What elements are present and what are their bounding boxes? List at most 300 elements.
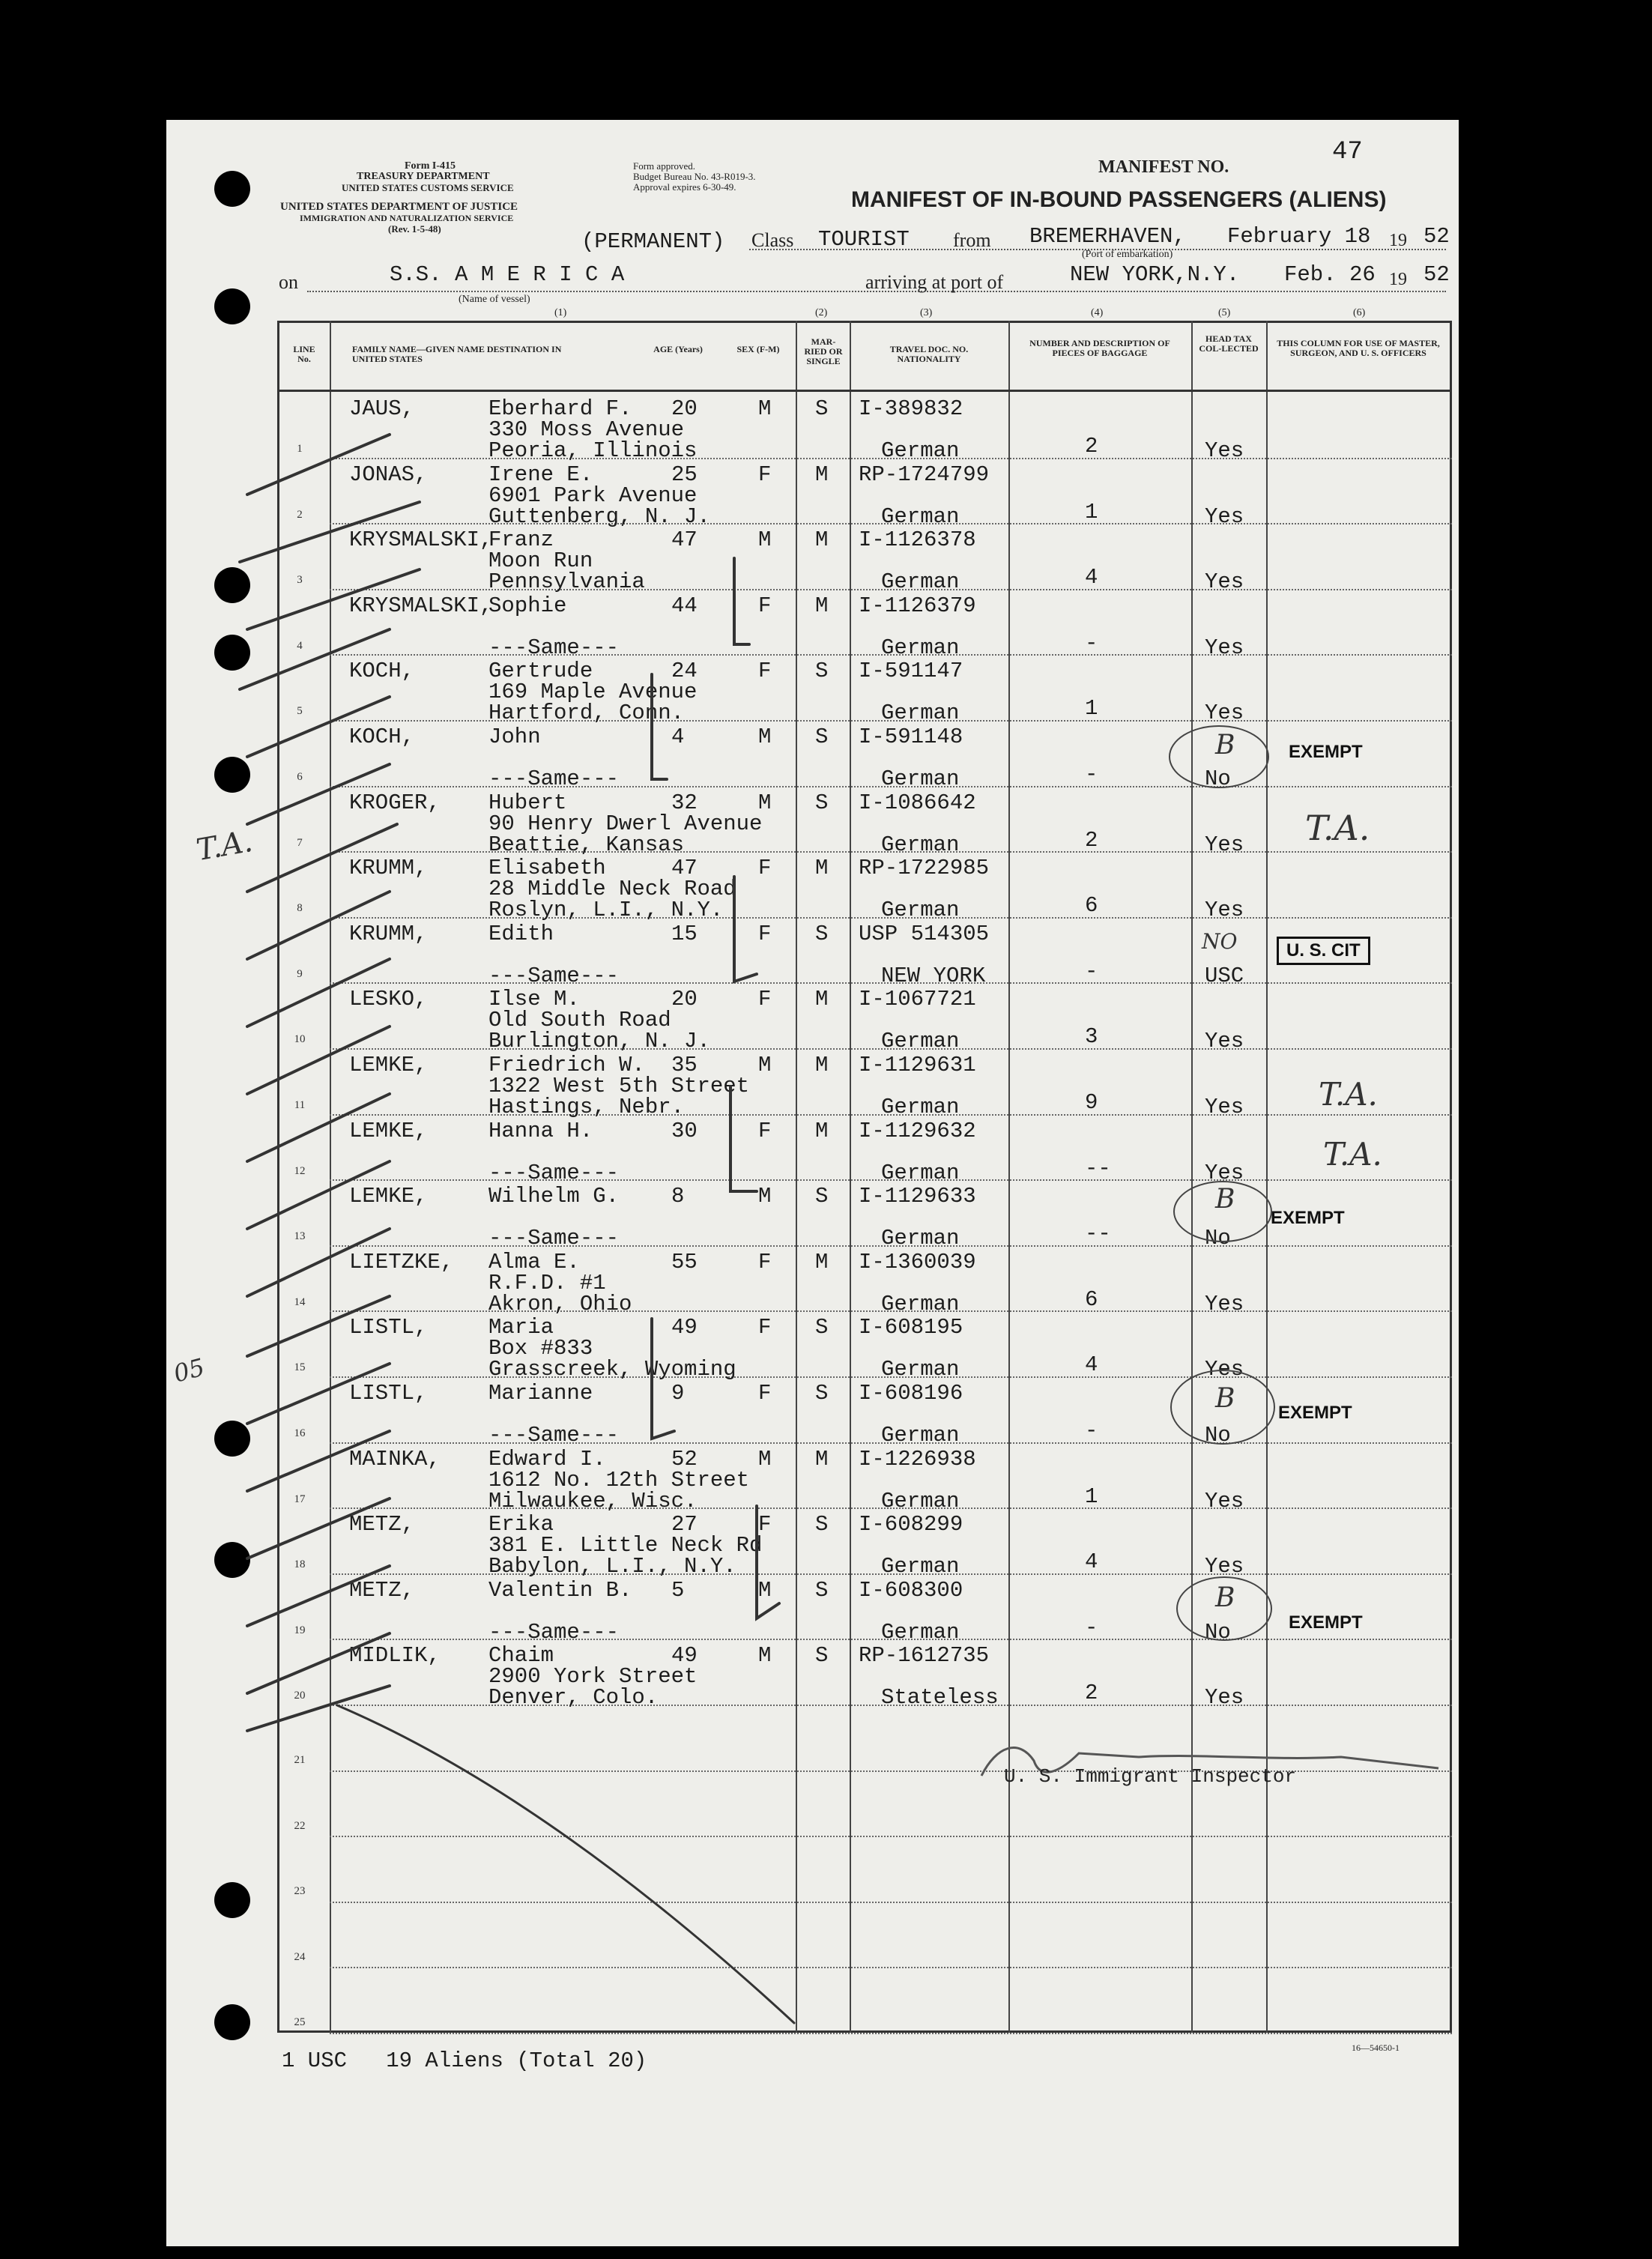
cell-line-number: 17 — [294, 1493, 306, 1505]
cell-destination-city: Hastings, Nebr. — [488, 1095, 685, 1119]
cell-given-name: Valentin B. — [488, 1577, 632, 1603]
cell-line-number: 20 — [294, 1690, 306, 1702]
cell-baggage-count: 1 — [1085, 1484, 1098, 1509]
col-header-travel: TRAVEL DOC. NO. NATIONALITY — [889, 344, 969, 364]
col-number-6: (6) — [1353, 307, 1366, 318]
cell-age: 5 — [671, 1577, 685, 1603]
cell-nationality: German — [881, 898, 960, 923]
cell-nationality: German — [881, 766, 960, 791]
cell-sex: M — [758, 1053, 772, 1077]
cell-given-name: Alma E. — [488, 1249, 580, 1274]
arrival-date: Feb. 26 — [1284, 262, 1376, 287]
cell-travel-doc-number: I-1126379 — [859, 593, 976, 618]
arrival-port: NEW YORK,N.Y. — [1070, 262, 1240, 287]
cell-destination-city: ---Same--- — [488, 766, 620, 791]
cell-destination-city: Peoria, Illinois — [488, 438, 698, 463]
cell-family-name: KRYSMALSKI, — [349, 527, 493, 553]
cell-age: 4 — [671, 725, 685, 749]
cell-travel-doc-number: I-608299 — [859, 1512, 963, 1537]
cell-age: 25 — [671, 462, 698, 487]
form-number: Form I-415 — [405, 160, 456, 172]
form-revision: (Rev. 1-5-48) — [388, 223, 441, 235]
cell-destination-city: Burlington, N. J. — [488, 1029, 710, 1054]
cell-family-name: JONAS, — [349, 462, 428, 487]
cell-family-name: KRYSMALSKI, — [349, 593, 493, 618]
cell-given-name: Franz — [488, 527, 554, 553]
handwritten-ta: T.A. — [1305, 808, 1370, 848]
cell-age: 49 — [671, 1643, 698, 1669]
cell-age: 8 — [671, 1184, 685, 1209]
customs-service: UNITED STATES CUSTOMS SERVICE — [342, 182, 514, 193]
cell-head-tax: Yes — [1205, 569, 1244, 595]
cell-head-tax: Yes — [1205, 1488, 1244, 1513]
cell-baggage-count: - — [1085, 762, 1098, 787]
approval-expires: Approval expires 6-30-49. — [633, 181, 736, 193]
cell-destination-street: 169 Maple Avenue — [488, 680, 698, 705]
cell-age: 32 — [671, 790, 698, 815]
cell-given-name: Gertrude — [488, 659, 593, 684]
cell-travel-doc-number: RP-1722985 — [859, 856, 990, 881]
cell-given-name: Edith — [488, 921, 554, 946]
handwritten-ta: T.A. — [1319, 1076, 1378, 1113]
embark-date: February 18 — [1227, 224, 1371, 249]
cell-family-name: LESKO, — [349, 987, 428, 1012]
cell-destination-city: Roslyn, L.I., N.Y. — [488, 898, 724, 923]
handwritten-b: B — [1215, 1184, 1235, 1215]
cell-marital-status: S — [815, 1512, 829, 1537]
col-number-5: (5) — [1218, 307, 1231, 318]
handwritten-no: NO — [1202, 929, 1238, 954]
cell-marital-status: M — [815, 593, 829, 618]
justice-dept: UNITED STATES DEPARTMENT OF JUSTICE — [280, 201, 518, 213]
col-header-tax: HEAD TAX COL-LECTED — [1199, 333, 1259, 354]
cell-travel-doc-number: USP 514305 — [859, 921, 990, 946]
cell-destination-city: ---Same--- — [488, 1226, 620, 1251]
permanent-label: (PERMANENT) — [581, 229, 725, 254]
cell-marital-status: S — [815, 790, 829, 815]
cell-age: 24 — [671, 659, 698, 684]
cell-head-tax: Yes — [1205, 898, 1244, 923]
cell-sex: F — [758, 593, 772, 618]
manifest-no-value: 47 — [1332, 138, 1363, 166]
cell-sex: F — [758, 659, 772, 684]
cell-head-tax: Yes — [1205, 1095, 1244, 1119]
col-number-1: (1) — [554, 307, 567, 318]
cell-destination-street: Moon Run — [488, 548, 593, 574]
cell-destination-street: 6901 Park Avenue — [488, 483, 698, 508]
class-value: TOURIST — [818, 227, 910, 252]
cell-family-name: LEMKE, — [349, 1053, 428, 1077]
cell-head-tax: USC — [1205, 963, 1244, 988]
cell-line-number: 2 — [297, 508, 303, 521]
cell-age: 20 — [671, 396, 698, 421]
cell-baggage-count: - — [1085, 958, 1098, 984]
cell-nationality: German — [881, 1423, 960, 1448]
cell-baggage-count: 4 — [1085, 1352, 1098, 1378]
cell-marital-status: S — [815, 1184, 829, 1209]
cell-destination-street: 1612 No. 12th Street — [488, 1467, 750, 1493]
cell-family-name: JAUS, — [349, 396, 415, 421]
cell-sex: M — [758, 527, 772, 553]
cell-marital-status: S — [815, 1577, 829, 1603]
cell-destination-city: Akron, Ohio — [488, 1291, 632, 1316]
cell-sex: F — [758, 1315, 772, 1340]
empty-line-number: 22 — [294, 1819, 306, 1832]
cell-line-number: 12 — [294, 1164, 306, 1177]
cell-destination-street: 28 Middle Neck Road — [488, 877, 736, 902]
cell-age: 30 — [671, 1118, 698, 1143]
cell-family-name: METZ, — [349, 1577, 415, 1603]
cell-given-name: Erika — [488, 1512, 554, 1537]
print-code: 16—54650-1 — [1352, 2042, 1400, 2053]
footer-summary: 1 USC 19 Aliens (Total 20) — [282, 2048, 647, 2073]
treasury-dept: TREASURY DEPARTMENT — [357, 171, 490, 182]
cell-head-tax: Yes — [1205, 1160, 1244, 1185]
cell-given-name: Friedrich W. — [488, 1053, 645, 1077]
handwritten-05: 05 — [170, 1352, 208, 1388]
cell-baggage-count: 9 — [1085, 1090, 1098, 1115]
cell-age: 20 — [671, 987, 698, 1012]
cell-destination-city: Babylon, L.I., N.Y. — [488, 1554, 736, 1579]
cell-sex: M — [758, 725, 772, 749]
cell-age: 15 — [671, 921, 698, 946]
cell-travel-doc-number: I-608196 — [859, 1381, 963, 1406]
embark-year: 52 — [1423, 224, 1450, 249]
cell-line-number: 18 — [294, 1558, 306, 1571]
cell-destination-city: Guttenberg, N. J. — [488, 503, 710, 529]
cell-sex: M — [758, 396, 772, 421]
cell-age: 44 — [671, 593, 698, 618]
col-number-3: (3) — [920, 307, 933, 318]
cell-baggage-count: -- — [1085, 1155, 1111, 1181]
cell-nationality: German — [881, 1291, 960, 1316]
from-label: from — [953, 229, 991, 251]
cell-sex: F — [758, 1118, 772, 1143]
cell-travel-doc-number: I-1129633 — [859, 1184, 976, 1209]
cell-nationality: German — [881, 1226, 960, 1251]
cell-head-tax: Yes — [1205, 1554, 1244, 1579]
cell-head-tax: No — [1205, 1423, 1231, 1448]
cell-given-name: Chaim — [488, 1643, 554, 1669]
cell-marital-status: M — [815, 1249, 829, 1274]
cell-age: 9 — [671, 1381, 685, 1406]
cell-sex: F — [758, 856, 772, 881]
cell-destination-city: Milwaukee, Wisc. — [488, 1488, 698, 1513]
handwritten-b: B — [1215, 1383, 1235, 1414]
col-header-married: MAR-RIED OR SINGLE — [804, 336, 843, 366]
cell-travel-doc-number: I-1067721 — [859, 987, 976, 1012]
cell-family-name: LEMKE, — [349, 1118, 428, 1143]
handwritten-ta: T.A. — [1323, 1136, 1382, 1173]
cell-sex: F — [758, 987, 772, 1012]
cell-line-number: 9 — [297, 967, 303, 980]
cell-marital-status: M — [815, 987, 829, 1012]
cell-travel-doc-number: RP-1612735 — [859, 1643, 990, 1669]
cell-line-number: 15 — [294, 1361, 306, 1374]
col-header-baggage: NUMBER AND DESCRIPTION OF PIECES OF BAGGAGE — [1029, 338, 1170, 358]
cell-given-name: Hanna H. — [488, 1118, 593, 1143]
cell-destination-street: 1322 West 5th Street — [488, 1074, 750, 1098]
cell-travel-doc-number: RP-1724799 — [859, 462, 990, 487]
exempt-stamp: EXEMPT — [1271, 1208, 1345, 1228]
exempt-stamp: EXEMPT — [1278, 1403, 1352, 1423]
cell-line-number: 4 — [297, 639, 303, 652]
cell-marital-status: S — [815, 396, 829, 421]
cell-head-tax: Yes — [1205, 503, 1244, 529]
cell-marital-status: S — [815, 1643, 829, 1669]
cell-destination-city: ---Same--- — [488, 1423, 620, 1448]
cell-baggage-count: - — [1085, 1615, 1098, 1640]
cell-nationality: German — [881, 438, 960, 463]
col-header-line: LINE No. — [293, 344, 315, 364]
ins-service: IMMIGRATION AND NATURALIZATION SERVICE — [300, 213, 514, 223]
cell-marital-status: M — [815, 1446, 829, 1472]
cell-nationality: Stateless — [881, 1685, 999, 1711]
cell-age: 52 — [671, 1446, 698, 1472]
vessel-name: S.S. A M E R I C A — [390, 262, 625, 287]
cell-marital-status: M — [815, 856, 829, 881]
cell-given-name: John — [488, 725, 541, 749]
cell-baggage-count: 1 — [1085, 499, 1098, 524]
cell-given-name: Ilse M. — [488, 987, 580, 1012]
col-number-2: (2) — [815, 307, 828, 318]
cell-line-number: 1 — [297, 443, 303, 455]
cell-destination-city: Grasscreek, Wyoming — [488, 1357, 736, 1382]
cell-travel-doc-number: I-389832 — [859, 396, 963, 421]
cell-age: 27 — [671, 1512, 698, 1537]
cell-destination-street: R.F.D. #1 — [488, 1270, 606, 1295]
cell-travel-doc-number: I-608195 — [859, 1315, 963, 1340]
embark-port: BREMERHAVEN, — [1029, 224, 1186, 249]
cell-baggage-count: 6 — [1085, 1286, 1098, 1312]
cell-baggage-count: - — [1085, 630, 1098, 656]
embark-year-prefix: 19 — [1389, 231, 1407, 250]
cell-destination-city: Hartford, Conn. — [488, 701, 685, 726]
on-label: on — [279, 271, 298, 293]
cell-family-name: LEMKE, — [349, 1184, 428, 1209]
cell-marital-status: S — [815, 659, 829, 684]
cell-destination-city: ---Same--- — [488, 635, 620, 660]
handwritten-ta: T.A. — [193, 823, 255, 868]
cell-nationality: German — [881, 1029, 960, 1054]
cell-nationality: German — [881, 569, 960, 595]
cell-family-name: KOCH, — [349, 659, 415, 684]
inspector-caption: U. S. Immigrant Inspector — [1004, 1765, 1297, 1788]
arriving-label: arriving at port of — [865, 271, 1004, 293]
cell-nationality: German — [881, 1095, 960, 1119]
cell-head-tax: Yes — [1205, 635, 1244, 660]
cell-destination-street: 381 E. Little Neck Rd — [488, 1533, 763, 1558]
cell-travel-doc-number: I-608300 — [859, 1577, 963, 1603]
cell-line-number: 13 — [294, 1230, 306, 1243]
port-embark-caption: (Port of embarkation) — [1082, 249, 1173, 260]
manifest-no-label: MANIFEST NO. — [1098, 157, 1229, 177]
cell-nationality: German — [881, 1160, 960, 1185]
cell-sex: F — [758, 1512, 772, 1537]
cell-destination-city: Pennsylvania — [488, 569, 645, 595]
cell-marital-status: M — [815, 462, 829, 487]
cell-sex: F — [758, 921, 772, 946]
cell-sex: M — [758, 790, 772, 815]
handwritten-b: B — [1215, 730, 1235, 760]
cell-line-number: 19 — [294, 1624, 306, 1636]
cell-line-number: 5 — [297, 705, 303, 718]
cell-travel-doc-number: I-1360039 — [859, 1249, 976, 1274]
cell-travel-doc-number: I-1129631 — [859, 1053, 976, 1077]
cell-baggage-count: - — [1085, 1418, 1098, 1443]
cell-given-name: Elisabeth — [488, 856, 606, 881]
col-header-sex: SEX (F-M) — [736, 344, 780, 354]
cell-destination-street: Box #833 — [488, 1336, 593, 1361]
cell-age: 47 — [671, 856, 698, 881]
cell-destination-city: ---Same--- — [488, 1619, 620, 1645]
cell-given-name: Sophie — [488, 593, 567, 618]
cell-head-tax: No — [1205, 1619, 1231, 1645]
cell-family-name: LISTL, — [349, 1381, 428, 1406]
form-approved: Form approved. — [633, 160, 696, 172]
manifest-title: MANIFEST OF IN-BOUND PASSENGERS (ALIENS) — [851, 187, 1387, 212]
cell-baggage-count: 2 — [1085, 827, 1098, 853]
cell-head-tax: Yes — [1205, 438, 1244, 463]
cell-baggage-count: 4 — [1085, 565, 1098, 590]
cell-given-name: Eberhard F. — [488, 396, 632, 421]
cell-destination-street: 2900 York Street — [488, 1664, 698, 1690]
cell-baggage-count: -- — [1085, 1221, 1111, 1247]
cell-baggage-count: 1 — [1085, 696, 1098, 722]
cell-baggage-count: 2 — [1085, 434, 1098, 459]
cell-nationality: German — [881, 503, 960, 529]
cell-given-name: Maria — [488, 1315, 554, 1340]
cell-baggage-count: 6 — [1085, 893, 1098, 919]
cell-destination-city: Denver, Colo. — [488, 1685, 659, 1711]
cell-family-name: KROGER, — [349, 790, 441, 815]
cell-sex: M — [758, 1577, 772, 1603]
cell-marital-status: M — [815, 527, 829, 553]
empty-line-number: 24 — [294, 1950, 306, 1963]
cell-family-name: MAINKA, — [349, 1446, 441, 1472]
cell-head-tax: Yes — [1205, 832, 1244, 857]
cell-given-name: Wilhelm G. — [488, 1184, 620, 1209]
handwritten-b: B — [1215, 1582, 1235, 1613]
cell-nationality: German — [881, 1619, 960, 1645]
cell-line-number: 11 — [294, 1099, 306, 1111]
us-cit-stamp: U. S. CIT — [1277, 937, 1370, 965]
cell-marital-status: M — [815, 1118, 829, 1143]
cell-family-name: KRUMM, — [349, 856, 428, 881]
cell-sex: F — [758, 462, 772, 487]
cell-family-name: LISTL, — [349, 1315, 428, 1340]
cell-sex: F — [758, 1249, 772, 1274]
cell-head-tax: No — [1205, 766, 1231, 791]
cell-nationality: German — [881, 1488, 960, 1513]
cell-head-tax: Yes — [1205, 1029, 1244, 1054]
cell-head-tax: No — [1205, 1226, 1231, 1251]
cell-line-number: 7 — [297, 836, 303, 849]
cell-travel-doc-number: I-1126378 — [859, 527, 976, 553]
cell-marital-status: M — [815, 1053, 829, 1077]
cell-family-name: KRUMM, — [349, 921, 428, 946]
cell-destination-city: Beattie, Kansas — [488, 832, 685, 857]
cell-line-number: 6 — [297, 771, 303, 783]
cell-travel-doc-number: I-1086642 — [859, 790, 976, 815]
cell-age: 55 — [671, 1249, 698, 1274]
cell-given-name: Marianne — [488, 1381, 593, 1406]
cell-marital-status: S — [815, 1315, 829, 1340]
cell-nationality: German — [881, 635, 960, 660]
cell-baggage-count: 2 — [1085, 1681, 1098, 1706]
cell-head-tax: Yes — [1205, 1685, 1244, 1711]
cell-head-tax: Yes — [1205, 701, 1244, 726]
cell-line-number: 14 — [294, 1295, 306, 1308]
cell-line-number: 8 — [297, 902, 303, 915]
cell-family-name: METZ, — [349, 1512, 415, 1537]
cell-given-name: Edward I. — [488, 1446, 606, 1472]
cell-line-number: 3 — [297, 574, 303, 587]
col-header-name: FAMILY NAME—GIVEN NAME DESTINATION IN UNITED STATES — [352, 344, 562, 364]
cell-destination-street: 90 Henry Dwerl Avenue — [488, 811, 763, 836]
cell-given-name: Irene E. — [488, 462, 593, 487]
cell-head-tax: Yes — [1205, 1291, 1244, 1316]
cell-travel-doc-number: I-1129632 — [859, 1118, 976, 1143]
cell-sex: F — [758, 1381, 772, 1406]
arrival-year: 52 — [1423, 262, 1450, 287]
cell-family-name: KOCH, — [349, 725, 415, 749]
cell-family-name: MIDLIK, — [349, 1643, 441, 1669]
cell-nationality: German — [881, 832, 960, 857]
exempt-stamp: EXEMPT — [1289, 1612, 1363, 1633]
cell-line-number: 16 — [294, 1427, 306, 1439]
empty-line-number: 23 — [294, 1885, 306, 1898]
cell-nationality: German — [881, 1554, 960, 1579]
class-label: Class — [751, 229, 794, 251]
cell-baggage-count: 3 — [1085, 1024, 1098, 1050]
cell-destination-street: Old South Road — [488, 1008, 671, 1033]
cell-travel-doc-number: I-591148 — [859, 725, 963, 749]
col-number-4: (4) — [1091, 307, 1104, 318]
cell-line-number: 10 — [294, 1033, 306, 1046]
cell-travel-doc-number: I-591147 — [859, 659, 963, 684]
cell-baggage-count: 4 — [1085, 1549, 1098, 1575]
cell-sex: M — [758, 1446, 772, 1472]
cell-given-name: Hubert — [488, 790, 567, 815]
cell-age: 49 — [671, 1315, 698, 1340]
budget-bureau: Budget Bureau No. 43-R019-3. — [633, 171, 756, 182]
cell-destination-street: 330 Moss Avenue — [488, 417, 685, 442]
cell-nationality: NEW YORK — [881, 963, 986, 988]
empty-line-number: 21 — [294, 1754, 306, 1766]
cell-age: 47 — [671, 527, 698, 553]
cell-sex: M — [758, 1643, 772, 1669]
cell-destination-city: ---Same--- — [488, 963, 620, 988]
cell-family-name: LIETZKE, — [349, 1249, 454, 1274]
cell-nationality: German — [881, 701, 960, 726]
vessel-caption: (Name of vessel) — [459, 294, 530, 305]
col-header-age: AGE (Years) — [653, 344, 703, 354]
col-header-officers: THIS COLUMN FOR USE OF MASTER, SURGEON, AND U. S. OFFICERS — [1277, 338, 1440, 358]
cell-marital-status: S — [815, 1381, 829, 1406]
cell-nationality: German — [881, 1357, 960, 1382]
arrival-year-prefix: 19 — [1389, 270, 1407, 289]
cell-travel-doc-number: I-1226938 — [859, 1446, 976, 1472]
cell-sex: M — [758, 1184, 772, 1209]
cell-destination-city: ---Same--- — [488, 1160, 620, 1185]
exempt-stamp: EXEMPT — [1289, 742, 1363, 762]
cell-marital-status: S — [815, 725, 829, 749]
cell-head-tax: Yes — [1205, 1357, 1244, 1382]
empty-line-number: 25 — [294, 2016, 306, 2029]
cell-age: 35 — [671, 1053, 698, 1077]
cell-marital-status: S — [815, 921, 829, 946]
